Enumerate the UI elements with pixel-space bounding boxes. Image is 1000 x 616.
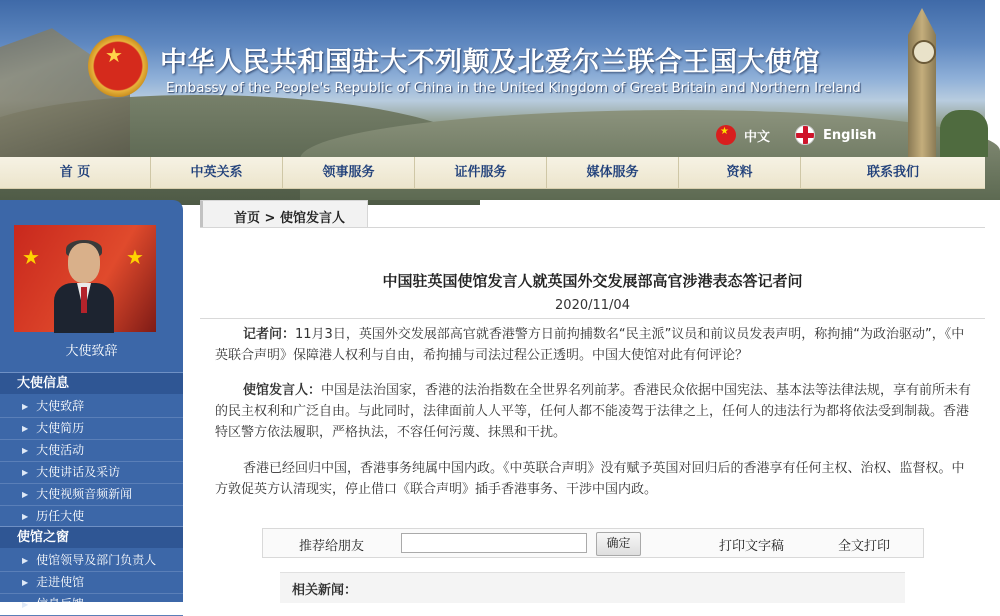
nav-item-consular[interactable]: 领事服务 [283, 157, 415, 188]
sidebar-item[interactable] [0, 506, 183, 528]
lang-switch-cn[interactable] [716, 125, 770, 145]
sidebar-item-label: 走进使馆 [36, 575, 85, 589]
site-title-en: Embassy of the People's Republic of China in the United Kingdom of Great Britain and Northern Ireland [166, 80, 861, 96]
bullet-arrow-icon: ▶ [22, 600, 29, 609]
nav-item-documents[interactable]: 证件服务 [415, 157, 547, 188]
article-paragraph [215, 458, 975, 500]
ambassador-portrait [54, 243, 114, 332]
print-all-link[interactable]: 全文打印 [838, 539, 891, 554]
sidebar-item[interactable] [0, 418, 183, 440]
sidebar-item-label: 大使致辞 [36, 399, 85, 413]
big-ben-image [908, 8, 936, 157]
portrait-tie [81, 287, 87, 313]
flag-star-icon: ★ [22, 245, 40, 269]
england-flag-icon [795, 125, 815, 145]
sidebar-item[interactable] [0, 462, 183, 484]
article-date: 2020/11/04 [555, 298, 630, 313]
paragraph-text: 11月3日，英国外交发展部高官就香港警方日前拘捕数名“民主派”议员和前议员发表声明，称拘捕“为政治驱动”，《中英联合声明》保障港人权利与自由，希拘捕与司法过程公正透明。中国大使馆对此有何评论？ [215, 327, 965, 363]
bullet-arrow-icon: ▶ [22, 512, 29, 521]
site-title-cn: 中华人民共和国驻大不列颠及北爱尔兰联合王国大使馆 [160, 47, 820, 78]
paragraph-text: 香港已经回归中国，香港事务纯属中国内政。《中英联合声明》没有赋予英国对回归后的香港享有任何主权、治权、监督权。中方敦促英方认清现实，停止借口《联合声明》插手香港事务、干涉中国内政。 [215, 461, 965, 497]
sidebar-item-label: 使馆领导及部门负责人 [36, 553, 157, 567]
tree-image [940, 110, 988, 157]
paragraph-text: 中国是法治国家，香港的法治指数在全世界名列前茅。香港民众依据中国宪法、基本法等法律法规，享有前所未有的民主权利和广泛自由。与此同时，法律面前人人平等，任何人都不能凌驾于法律之上，任何人的违法行为都将依法受到制裁。香港特区警方依法履职，严格执法，不容任何污蔑、抹黑和干扰。 [215, 383, 972, 440]
portrait-head [68, 243, 100, 283]
sidebar-item-label: 大使讲话及采访 [36, 465, 121, 479]
article-paragraph [215, 324, 975, 366]
bullet-arrow-icon: ▶ [22, 424, 29, 433]
bullet-arrow-icon: ▶ [22, 402, 29, 411]
flag-star-icon: ★ [126, 245, 144, 269]
sidebar-item[interactable] [0, 440, 183, 462]
article-title: 中国驻英国使馆发言人就英国外交发展部高官涉港表态答记者问 [382, 272, 803, 290]
sidebar-item[interactable] [0, 550, 183, 572]
nav-item-resources[interactable]: 资料 [679, 157, 801, 188]
sidebar-item[interactable] [0, 594, 183, 616]
bullet-arrow-icon: ▶ [22, 578, 29, 587]
lang-switch-en[interactable] [795, 125, 876, 145]
sidebar-item-label: 历任大使 [36, 509, 85, 523]
sidebar-item-label: 大使视频音频新闻 [36, 487, 133, 501]
confirm-button[interactable]: 确定 [596, 532, 641, 556]
paragraph-lead: 使馆发言人： [243, 383, 322, 398]
sidebar-list [0, 550, 183, 616]
sidebar-list [0, 396, 183, 528]
divider [200, 318, 985, 319]
nav-item-home[interactable]: 首 页 [0, 157, 151, 188]
sidebar-item-label: 大使活动 [36, 443, 85, 457]
sidebar-item-label: 信息反馈 [36, 597, 85, 611]
recommend-bar [262, 528, 924, 558]
header-banner [0, 0, 985, 157]
article-paragraph [215, 380, 975, 443]
print-text-link[interactable]: 打印文字稿 [719, 539, 785, 554]
national-emblem-icon: ★ [88, 35, 148, 97]
bullet-arrow-icon: ▶ [22, 556, 29, 565]
china-flag-icon [716, 125, 736, 145]
related-news-label: 相关新闻： [292, 583, 358, 598]
sidebar-item-label: 大使简历 [36, 421, 85, 435]
bullet-arrow-icon: ▶ [22, 468, 29, 477]
sidebar-item[interactable] [0, 572, 183, 594]
sidebar-section-title: 使馆之窗 [0, 526, 183, 548]
recommend-email-input[interactable] [401, 533, 587, 553]
clock-face-icon [912, 40, 936, 64]
divider [200, 227, 985, 228]
nav-item-media[interactable]: 媒体服务 [547, 157, 679, 188]
sidebar-item[interactable] [0, 396, 183, 418]
sidebar [0, 200, 183, 611]
recommend-label: 推荐给朋友 [299, 539, 365, 554]
main-nav [0, 157, 985, 189]
sidebar-section-title: 大使信息 [0, 372, 183, 394]
paragraph-lead: 记者问： [243, 327, 296, 342]
nav-item-relations[interactable]: 中英关系 [151, 157, 283, 188]
breadcrumb[interactable]: 首页 > 使馆发言人 [234, 211, 345, 226]
bullet-arrow-icon: ▶ [22, 446, 29, 455]
nav-item-contact[interactable]: 联系我们 [866, 165, 919, 180]
photo-caption[interactable]: 大使致辞 [65, 344, 118, 359]
lang-label-en: English [823, 127, 877, 143]
related-news [280, 572, 905, 603]
ambassador-photo[interactable] [14, 225, 156, 332]
bullet-arrow-icon: ▶ [22, 490, 29, 499]
lang-label-cn: 中文 [744, 129, 771, 145]
sidebar-item[interactable] [0, 484, 183, 506]
